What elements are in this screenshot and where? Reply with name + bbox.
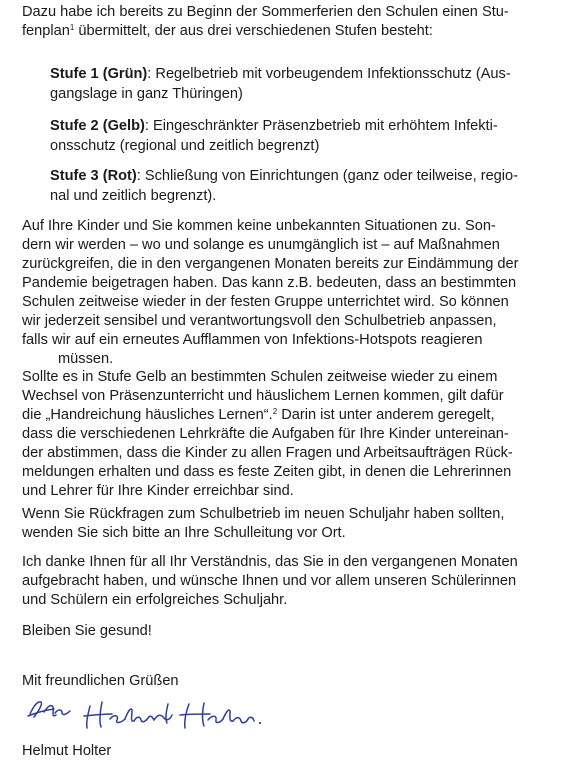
stage-yellow-paragraph: Sollte es in Stufe Gelb an bestimmten Schulen zeitweise wieder zu einem Wechsel von Präsenzunterricht und häuslichem Lernen kommen, gilt dafür die „Handreichung häusliches Lernen“.$^2$ Darin ist unter anderem geregelt, dass die verschiedenen Lehrkräfte die Aufgaben für Ihre Kinder untereinan- der abstimmen, dass die Kinder zu allen Fragen und Arbeitsaufträgen Rück- meldungen erhalten und dass es feste Zeiten gibt, in denen die Lehrerinnen und Lehrer für Ihre Kinder erreichbar sind. — [22, 369, 513, 499]
footnote-ref-2: 2 — [272, 407, 278, 416]
situations-paragraph: Auf Ihre Kinder und Sie kommen keine unbekannten Situationen zu. Son- dern wir werden – wo und solange es unumgänglich ist – auf Maßnahmen zurückgreifen, die in den vergangenen Monaten bereits zur Eindämmung der Pandemie beigetragen haben. Das kann z.B. bedeuten, dass an bestimmten Schulen zeitweise wieder in der festen Gruppe unterrichtet wird. So können wir jederzeit sensibel und verantwortungsvoll den Schulbetrieb anpassen, falls wir auf ein erneutes Aufflammen von Infektions-Hotspots reagieren müssen. — [22, 218, 519, 367]
stage-3-label: Stufe 3 (Rot) — [50, 168, 137, 184]
greeting: Mit freundlichen Grüßen — [22, 673, 179, 689]
questions-paragraph: Wenn Sie Rückfragen zum Schulbetrieb im neuen Schuljahr haben sollten, wenden Sie sich bitte an Ihre Schulleitung vor Ort. — [22, 506, 505, 541]
stage-2-label: Stufe 2 (Gelb) — [50, 118, 145, 134]
closing-wish: Bleiben Sie gesund! — [22, 623, 152, 639]
stage-1-item: Stufe 1 (Grün): Regelbetrieb mit vorbeugendem Infektionsschutz (Aus- gangslage in ganz Thüringen) — [50, 66, 511, 102]
stage-3-item: Stufe 3 (Rot): Schließung von Einrichtungen (ganz oder teilweise, regio- nal und zeitlich begrenzt). — [50, 168, 519, 204]
stage-1-label: Stufe 1 (Grün) — [50, 66, 148, 82]
intro-paragraph — [22, 3, 542, 41]
thanks-paragraph: Ich danke Ihnen für all Ihr Verständnis, das Sie in den vergangenen Monaten aufgebracht haben, und wünsche Ihnen und vor allem unseren Schülerinnen und Schülern ein erfolgreiches Schuljahr. — [22, 554, 518, 608]
footnote-ref-1: 1 — [69, 23, 75, 32]
intro-line-1: Dazu habe ich bereits zu Beginn der Sommerferien den Schulen einen Stu- — [22, 4, 509, 20]
signatory-name: Helmut Holter — [22, 743, 112, 759]
intro-line-2: fenplan$^1$ übermittelt, der aus drei verschiedenen Stufen besteht: — [22, 23, 433, 39]
handwritten-signature — [24, 690, 264, 742]
stage-2-item: Stufe 2 (Gelb): Eingeschränkter Präsenzbetrieb mit erhöhtem Infekti- onsschutz (regional und zeitlich begrenzt) — [50, 118, 498, 154]
